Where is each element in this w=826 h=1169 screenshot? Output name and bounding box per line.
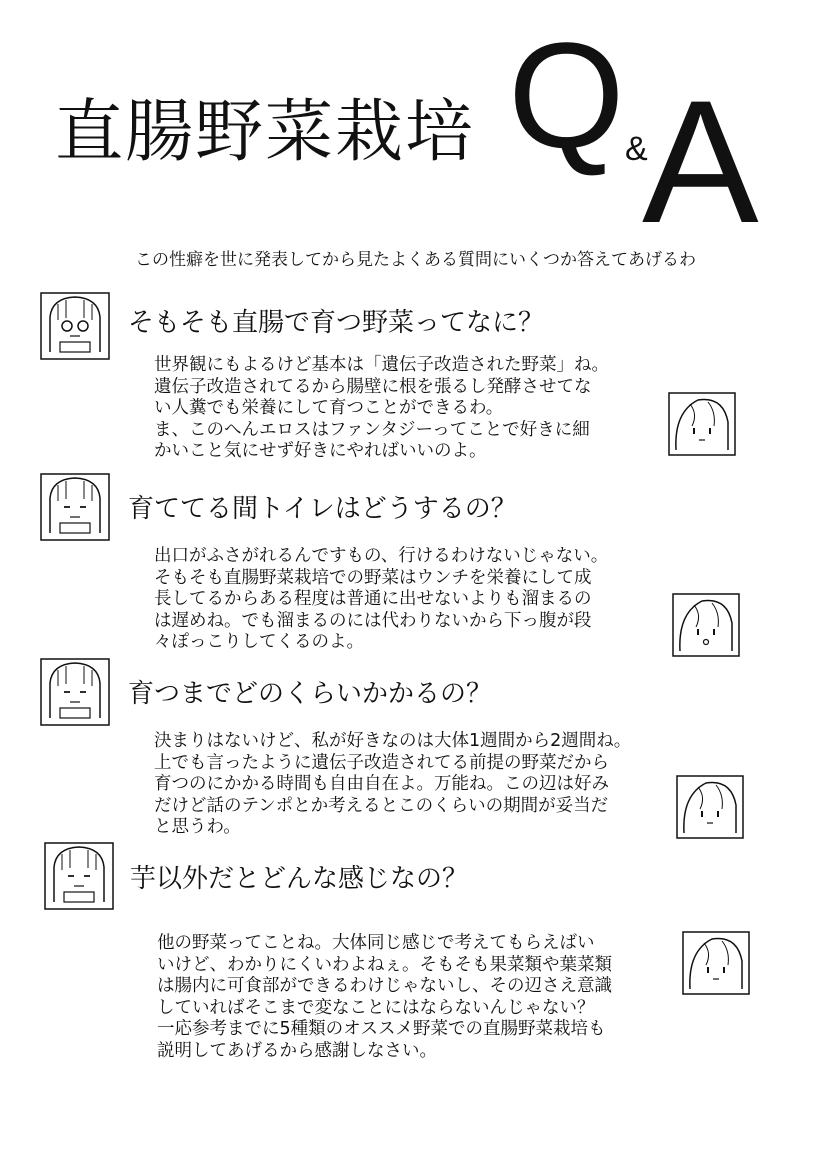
answer-4: 他の野菜ってことね。大体同じ感じで考えてもらえばい いけど、わかりにくいわよねぇ。そもそも果菜類や葉菜類 は腸内に可食部ができるわけじゃないし、その辺さえ意識 していればそこまで変なことにはならないんじゃない？ 一応参考までに5種類のオススメ野菜での直腸野菜栽培も 説明してあげるから感謝しなさい。 bbox=[157, 933, 612, 1061]
answerer-avatar-icon bbox=[672, 593, 740, 657]
questioner-avatar-icon bbox=[44, 842, 114, 910]
intro-text: この性癖を世に発表してから見たよくある質問にいくつか答えてあげるわ bbox=[135, 250, 696, 270]
q-letter: Q bbox=[508, 11, 625, 179]
question-1: そもそも直腸で育つ野菜ってなに？ bbox=[128, 308, 545, 338]
answerer-avatar-icon bbox=[668, 392, 736, 456]
answerer-avatar-icon bbox=[676, 775, 744, 839]
questioner-avatar-icon bbox=[40, 658, 110, 726]
answer-3: 決まりはないけど、私が好きなのは大体1週間から2週間ね。 上でも言ったように遺伝子改造されてる前提の野菜だから 育つのにかかる時間も自由自在よ。万能ね。この辺は好み だけど話のテンポとか考えるとこのくらいの期間が妥当だ と思うわ。 bbox=[154, 731, 632, 837]
ampersand: & bbox=[625, 130, 648, 168]
answer-2: 出口がふさがれるんですもの、行けるわけないじゃない。 そもそも直腸野菜栽培での野菜はウンチを栄養にして成 長してるからある程度は普通に出せないよりも溜まるの は遅めね。でも溜まるのには代わりないから下っ腹が段 々ぽっこりしてくるのよ。 bbox=[154, 546, 609, 652]
answerer-avatar-icon bbox=[682, 931, 750, 995]
answer-1: 世界観にもよるけど基本は「遺伝子改造された野菜」ね。 遺伝子改造されてるから腸壁に根を張るし発酵させてな い人糞でも栄養にして育つことができるわ。 ま、このへんエロスはファンタジーってことで好きに細 かいこと気にせず好きにやればいいのよ。 bbox=[154, 355, 609, 461]
a-letter: A bbox=[642, 65, 759, 260]
questioner-avatar-icon bbox=[40, 473, 110, 541]
question-2: 育ててる間トイレはどうするの？ bbox=[128, 494, 517, 524]
page-title: 直腸野菜栽培 bbox=[55, 93, 476, 172]
question-3: 育つまでどのくらいかかるの？ bbox=[128, 679, 493, 709]
questioner-avatar-icon bbox=[40, 292, 110, 360]
question-4: 芋以外だとどんな感じなの？ bbox=[130, 864, 469, 894]
